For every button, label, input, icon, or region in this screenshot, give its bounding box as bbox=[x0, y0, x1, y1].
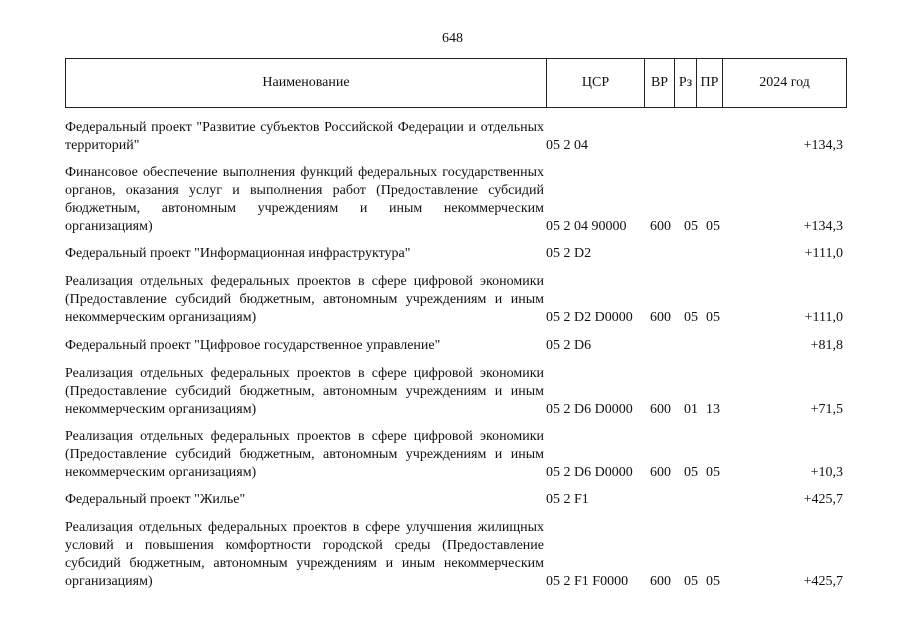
row-csr: 05 2 04 bbox=[546, 138, 588, 153]
row-vr: 600 bbox=[650, 574, 671, 589]
row-name: Финансовое обеспечение выполнения функций федеральных государственных органов, оказания услуг и выполнения работ (Предоставление субсидий бюджетным, автономным учреждениям и иным некоммерческим организациям) bbox=[65, 165, 544, 234]
table-row bbox=[65, 365, 846, 419]
row-csr: 05 2 04 90000 bbox=[546, 219, 627, 234]
row-pr: 05 bbox=[706, 465, 720, 480]
row-rz: 01 bbox=[684, 402, 698, 417]
table-row bbox=[65, 428, 846, 482]
row-value: +111,0 bbox=[804, 310, 843, 325]
table-row bbox=[65, 519, 846, 591]
row-value: +425,7 bbox=[803, 574, 843, 589]
row-vr: 600 bbox=[650, 465, 671, 480]
header-name: Наименование bbox=[66, 59, 547, 108]
row-value: +111,0 bbox=[804, 246, 843, 261]
row-name: Федеральный проект "Информационная инфраструктура" bbox=[65, 246, 411, 261]
row-rz: 05 bbox=[684, 574, 698, 589]
row-value: +71,5 bbox=[810, 402, 843, 417]
row-value: +10,3 bbox=[810, 465, 843, 480]
page-number: 648 bbox=[442, 31, 463, 46]
row-csr: 05 2 F1 bbox=[546, 492, 589, 507]
table-row bbox=[65, 337, 846, 355]
row-rz: 05 bbox=[684, 310, 698, 325]
table-row bbox=[65, 491, 846, 509]
row-csr: 05 2 D2 D0000 bbox=[546, 310, 633, 325]
row-csr: 05 2 D6 D0000 bbox=[546, 465, 633, 480]
row-name: Реализация отдельных федеральных проектов в сфере цифровой экономики (Предоставление субсидий бюджетным, автономным учреждениям и иным некоммерческим организациям) bbox=[65, 366, 544, 417]
header-pr: ПР bbox=[697, 59, 723, 108]
row-rz: 05 bbox=[684, 465, 698, 480]
row-rz: 05 bbox=[684, 219, 698, 234]
row-name: Реализация отдельных федеральных проектов в сфере улучшения жилищных условий и повышения комфортности городской среды (Предоставление субсидий бюджетным, автономным учреждениям и иным некоммерческим организациям) bbox=[65, 520, 544, 589]
table-row bbox=[65, 164, 846, 236]
table-header bbox=[65, 58, 847, 108]
row-name: Реализация отдельных федеральных проектов в сфере цифровой экономики (Предоставление субсидий бюджетным, автономным учреждениям и иным некоммерческим организациям) bbox=[65, 429, 544, 480]
row-name: Федеральный проект "Развитие субъектов Российской Федерации и отдельных территорий" bbox=[65, 120, 544, 153]
row-pr: 05 bbox=[706, 219, 720, 234]
header-year: 2024 год bbox=[723, 59, 847, 108]
row-csr: 05 2 D2 bbox=[546, 246, 592, 261]
row-value: +81,8 bbox=[810, 338, 843, 353]
row-csr: 05 2 D6 bbox=[546, 338, 592, 353]
row-value: +134,3 bbox=[803, 219, 843, 234]
row-pr: 13 bbox=[706, 402, 720, 417]
row-vr: 600 bbox=[650, 402, 671, 417]
table-row bbox=[65, 245, 846, 263]
row-value: +425,7 bbox=[803, 492, 843, 507]
row-name: Федеральный проект "Цифровое государственное управление" bbox=[65, 338, 441, 353]
header-csr: ЦСР bbox=[547, 59, 645, 108]
row-vr: 600 bbox=[650, 219, 671, 234]
header-vr: ВР bbox=[645, 59, 675, 108]
table-row bbox=[65, 119, 846, 155]
header-rz: Рз bbox=[675, 59, 697, 108]
table-row bbox=[65, 273, 846, 327]
row-csr: 05 2 F1 F0000 bbox=[546, 574, 629, 589]
row-csr: 05 2 D6 D0000 bbox=[546, 402, 633, 417]
row-pr: 05 bbox=[706, 574, 720, 589]
row-value: +134,3 bbox=[803, 138, 843, 153]
row-vr: 600 bbox=[650, 310, 671, 325]
row-name: Реализация отдельных федеральных проектов в сфере цифровой экономики (Предоставление субсидий бюджетным, автономным учреждениям и иным некоммерческим организациям) bbox=[65, 274, 544, 325]
row-pr: 05 bbox=[706, 310, 720, 325]
row-name: Федеральный проект "Жилье" bbox=[65, 492, 246, 507]
